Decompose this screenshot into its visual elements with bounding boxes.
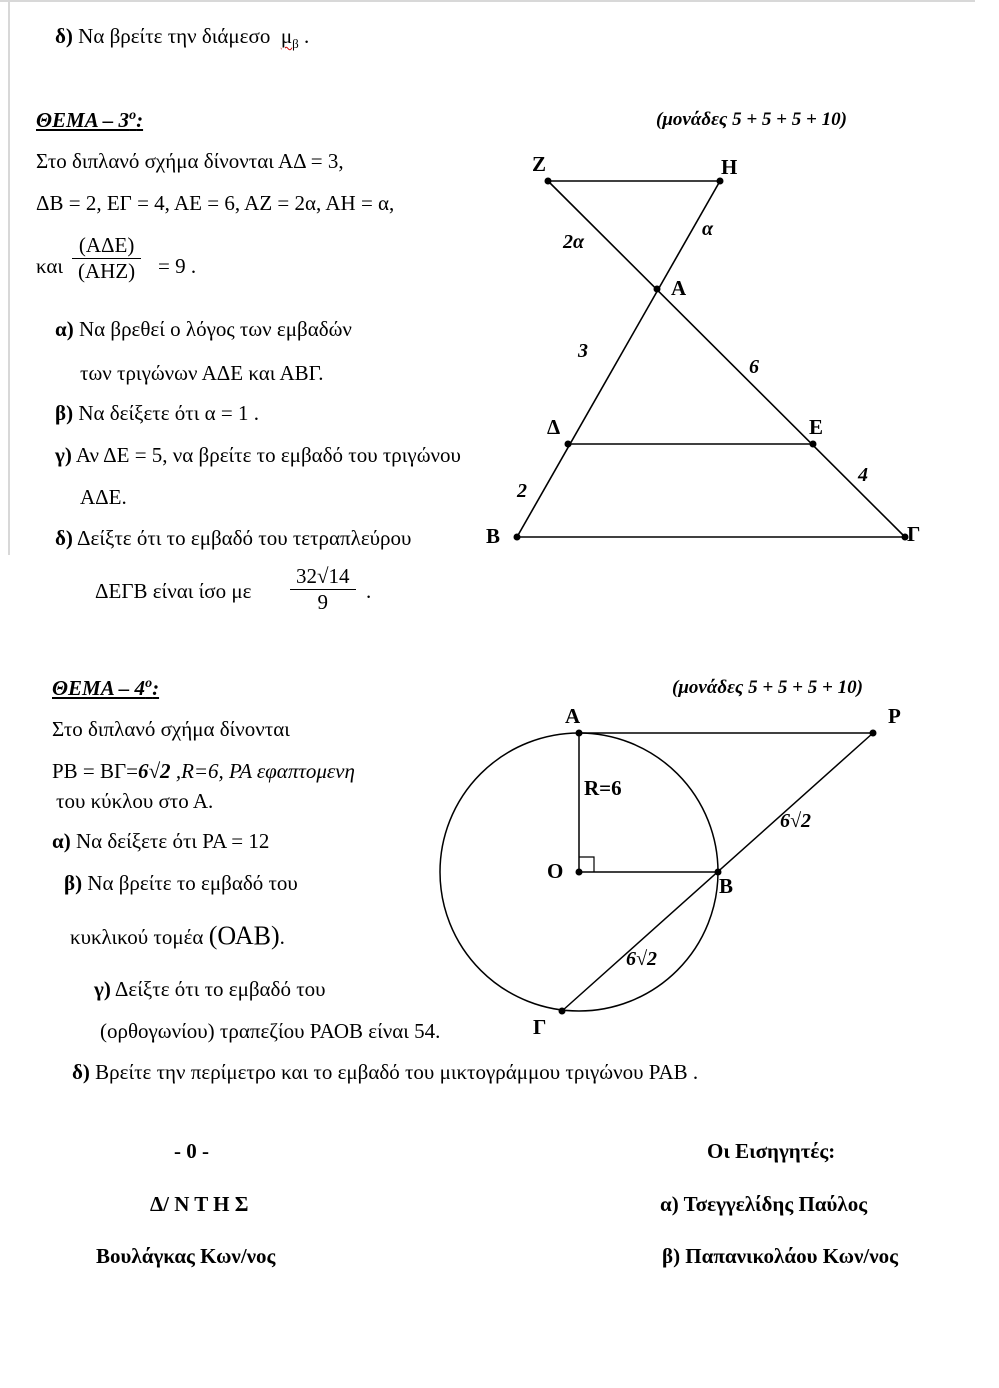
length-AE: 6 [749,356,759,378]
theme4-question-a: α) Να δείξετε ότι ΡΑ = 12 [52,829,270,853]
theme4-title: ΘΕΜΑ – $4^o$: [52,676,160,700]
area-denominator: 9 [290,589,356,615]
point-A2 [576,730,583,737]
author-1: α) Τσεγγελίδης Παύλος [660,1192,868,1216]
theme3-question-c-cont: ΑΔΕ. [80,485,127,509]
point-D [565,441,572,448]
authors-title: Οι Εισηγητές: [707,1139,836,1163]
point-G2 [559,1008,566,1015]
director-title: Δ/ Ν Τ Η Σ [150,1192,249,1216]
ratio-numerator: (ΑΔΕ) [78,233,135,257]
label-P: P [888,704,901,728]
label-radius: R=6 [584,776,622,800]
theme3-given-kai: και [36,254,64,278]
label-B: B [486,524,501,548]
segment-ZG [548,181,905,537]
ratio-denominator: (ΑΗΖ) [72,258,141,284]
point-A [654,286,661,293]
theme3-title: ΘΕΜΑ – $3^o$: [36,108,144,132]
length-PB: 6√2 [780,810,811,832]
theme3-question-d-cont: ΔΕΓΒ είναι ίσο με [95,579,252,603]
author-2: β) Παπανικολάου Κων/νος [662,1244,898,1268]
theme3-given-2: ΔΒ = 2, ΕΓ = 4, ΑΕ = 6, ΑΖ = 2α, ΑΗ = α, [36,191,395,215]
director-name: Βουλάγκας Κων/νος [96,1244,276,1268]
theme4-given-2: ΡΒ = ΒΓ=6√2 ,R=6, ΡΑ εφαπτομενη [52,759,355,783]
length-AD: 3 [578,340,588,362]
length-AZ: 2α [563,231,585,253]
top-question: δ) Να βρείτε την διάμεσο $\mu_\beta$ . [55,24,310,52]
length-BG: 6√2 [626,948,657,970]
label-E: E [809,415,824,439]
label-D: Δ [547,415,561,439]
theme3-question-c: γ) Αν ΔΕ = 5, να βρείτε το εμβαδό του τριγώνου [55,443,461,467]
label-B2: B [719,874,734,898]
theme4-given-1: Στο διπλανό σχήμα δίνονται [52,717,290,741]
page-number: - 0 - [174,1139,209,1163]
label-O: O [547,859,564,883]
theme4-question-c-cont: (ορθογωνίου) τραπεζίου ΡΑΟΒ είναι 54. [100,1019,441,1043]
theme3-ratio-rhs: = 9 . [158,254,197,278]
theme3-question-d: δ) Δείξτε ότι το εμβαδό του τετραπλεύρου [55,526,412,550]
point-Z [545,178,552,185]
theme3-question-a: α) Να βρεθεί ο λόγος των εμβαδών [55,317,352,341]
theme4-points: (μονάδες 5 + 5 + 5 + 10) [672,677,863,698]
theme3-question-d-tail: . [366,579,372,603]
theme3-given-1: Στο διπλανό σχήμα δίνονται ΑΔ = 3, [36,149,344,173]
point-E [810,441,817,448]
theme4-question-b: β) Να βρείτε το εμβαδό του [64,871,298,895]
length-AH: α [702,218,714,240]
theme4-question-c: γ) Δείξτε ότι το εμβαδό του [94,977,326,1001]
area-numerator: 32√14 [296,564,350,588]
label-H: H [721,155,738,179]
theme4-question-d: δ) Βρείτε την περίμετρο και το εμβαδό του μικτογράμμου τριγώνου ΡΑΒ . [72,1060,699,1084]
point-O [576,869,583,876]
theme3-question-b: β) Να δείξετε ότι α = 1 . [55,401,259,425]
theme3-points: (μονάδες 5 + 5 + 5 + 10) [656,109,847,130]
label-A2: A [565,704,581,728]
label-G: Γ [907,522,921,546]
segment-HB [517,181,720,537]
theme4-given-3: του κύκλου στο Α. [56,789,214,813]
point-P [870,730,877,737]
label-Z: Z [532,152,547,176]
length-EG: 4 [858,464,868,486]
theme3-question-a-cont: των τριγώνων ΑΔΕ και ΑΒΓ. [80,361,324,385]
theme4-question-b-cont: κυκλικού τομέα (ΟΑΒ). [70,921,285,950]
label-A: A [671,276,687,300]
label-G2: Γ [533,1015,547,1039]
point-B [514,534,521,541]
length-DB: 2 [517,480,527,502]
